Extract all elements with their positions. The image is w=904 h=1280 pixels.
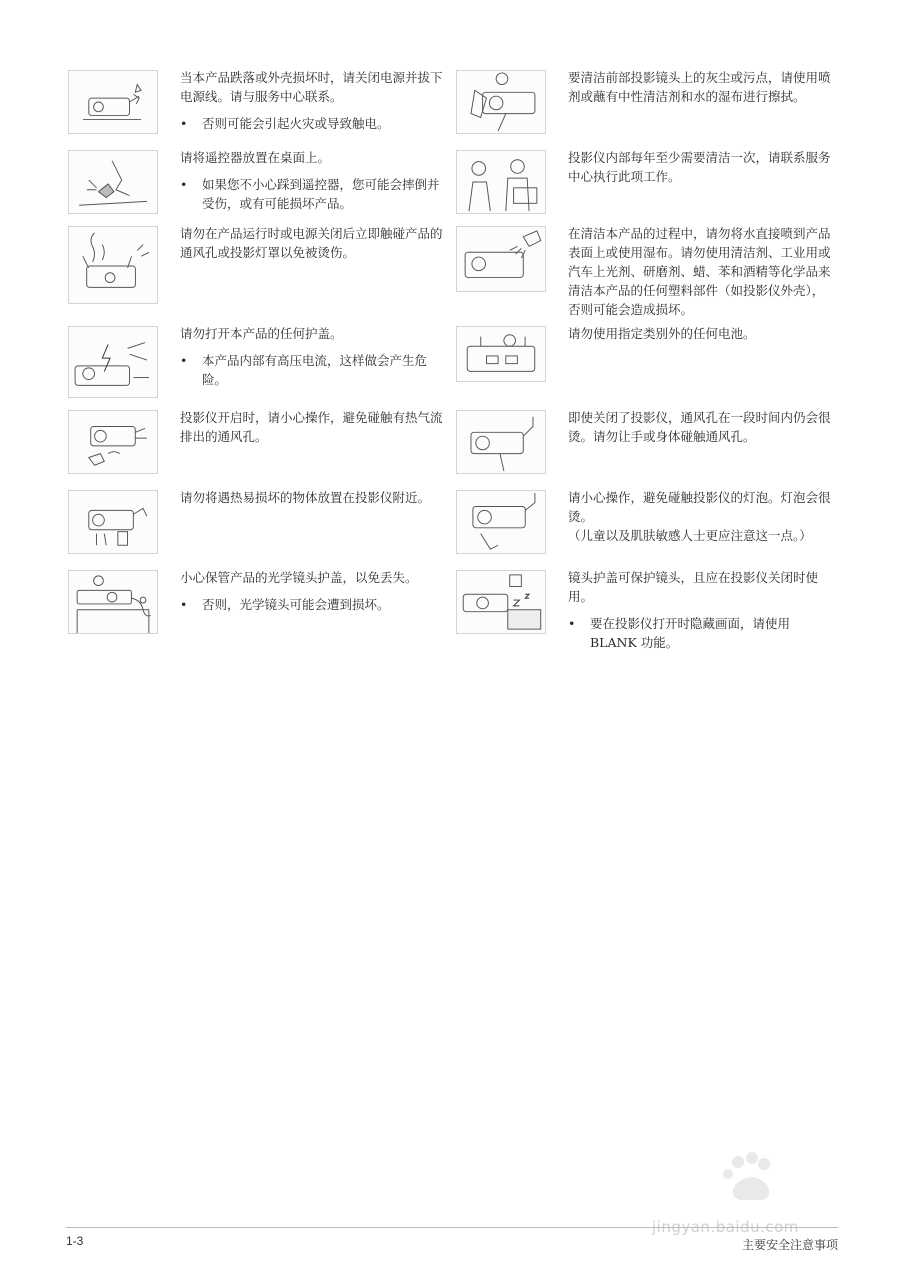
item-text: 请勿打开本产品的任何护盖。: [180, 326, 343, 341]
item-text: 要清洁前部投影镜头上的灰尘或污点，请使用喷剂或蘸有中性清洁剂和水的湿布进行擦拭。: [568, 70, 831, 104]
battery-icon: [456, 326, 546, 382]
item-text: 请勿将遇热易损坏的物体放置在投影仪附近。: [180, 490, 431, 505]
bullet-dot: •: [180, 177, 188, 192]
bullet-dot: •: [180, 597, 188, 612]
section-title: 主要安全注意事项: [741, 1238, 838, 1252]
item-text: 小心保管产品的光学镜头护盖，以免丢失。: [180, 570, 418, 585]
bullet-dot: •: [180, 116, 188, 131]
item-text: 请小心操作，避免碰触投影仪的灯泡。灯泡会很烫。: [568, 490, 831, 524]
item-text: 请勿使用指定类别外的任何电池。: [568, 326, 756, 341]
lamp-hot-icon: [456, 490, 546, 554]
item-text: 请勿在产品运行时或电源关闭后立即触碰产品的通风孔或投影灯罩以免被烫伤。: [180, 226, 443, 260]
item-text: 投影仪内部每年至少需要清洁一次，请联系服务中心执行此项工作。: [568, 150, 831, 184]
footer-rule: [66, 1227, 838, 1228]
item-text: 投影仪开启时，请小心操作，避免碰触有热气流排出的通风孔。: [180, 410, 443, 444]
lens-cap-icon: [68, 570, 158, 634]
item-bullet: 本产品内部有高压电流，这样做会产生危险。: [202, 353, 428, 387]
vent-after-off-icon: [456, 410, 546, 474]
item-text: 镜头护盖可保护镜头，且应在投影仪关闭时使用。: [568, 570, 819, 604]
watermark-url: jingyan.baidu.com: [652, 1218, 799, 1236]
bullet-dot: •: [180, 353, 188, 368]
projector-falling-icon: [68, 70, 158, 134]
item-text: 请将遥控器放置在桌面上。: [180, 150, 331, 165]
item-bullet: 否则，光学镜头可能会遭到损坏。: [202, 597, 390, 612]
item-text: 在清洁本产品的过程中，请勿将水直接喷到产品表面上或使用湿布。请勿使用清洁剂、工业用或汽车上光剂、研磨剂、蜡、苯和酒精等化学品来清洁本产品的任何塑料部件（如投影仪外壳），否则可能会造成损坏。: [568, 226, 831, 317]
hot-airflow-icon: [68, 410, 158, 474]
heat-sensitive-object-icon: [68, 490, 158, 554]
remote-on-floor-icon: [68, 150, 158, 214]
page-number: 1-3: [66, 1234, 84, 1248]
hot-vent-icon: [68, 226, 158, 304]
item-bullet: 如果您不小心踩到遥控器，您可能会摔倒并受伤，或有可能损坏产品。: [202, 177, 440, 211]
item-bullet: 否则可能会引起火灾或导致触电。: [202, 116, 390, 131]
item-bullet: 要在投影仪打开时隐藏画面，请使用 BLANK 功能。: [590, 616, 791, 650]
item-text: 当本产品跌落或外壳损坏时，请关闭电源并拔下电源线。请与服务中心联系。: [180, 70, 443, 104]
open-cover-icon: [68, 326, 158, 398]
cleaning-lens-icon: [456, 70, 546, 134]
item-note: （儿童以及肌肤敏感人士更应注意这一点。）: [568, 528, 812, 543]
spray-water-icon: [456, 226, 546, 292]
item-text: 即使关闭了投影仪，通风孔在一段时间内仍会很烫。请勿让手或身体碰触通风孔。: [568, 410, 831, 444]
bullet-dot: •: [568, 616, 576, 631]
lens-cover-sleep-icon: [456, 570, 546, 634]
service-center-icon: [456, 150, 546, 214]
